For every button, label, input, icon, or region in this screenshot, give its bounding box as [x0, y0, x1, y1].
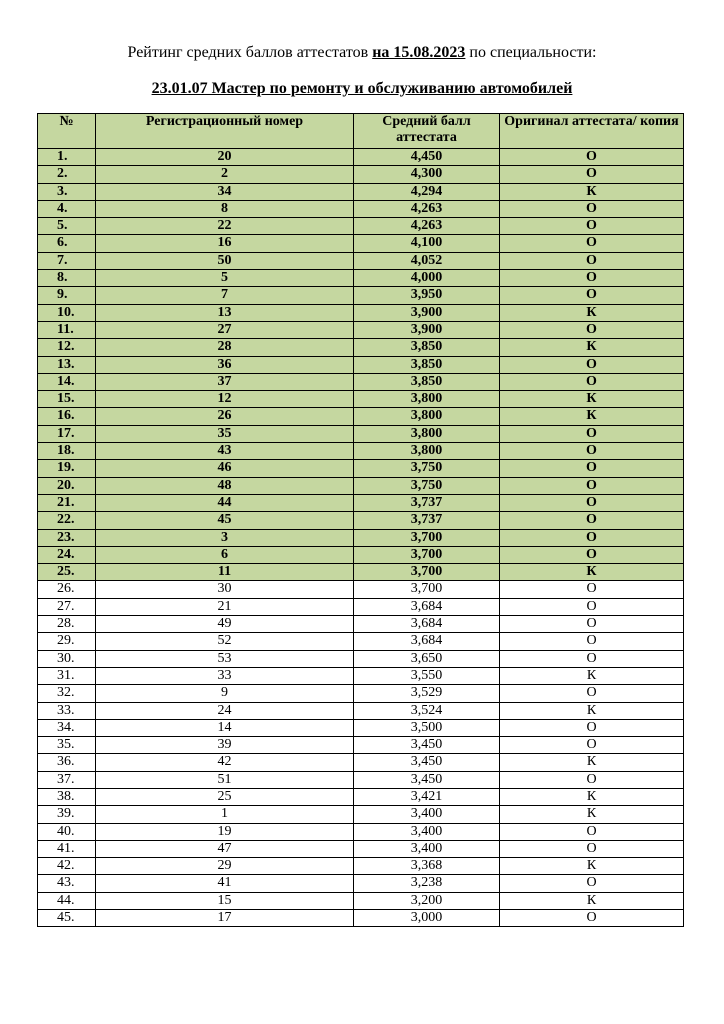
row-number: 44.: [38, 892, 96, 909]
original-copy: О: [500, 512, 684, 529]
reg-number: 22: [96, 218, 354, 235]
table-row: [38, 650, 684, 667]
table-row: [38, 166, 684, 183]
header-number: №: [38, 114, 96, 149]
reg-number: 37: [96, 373, 354, 390]
average-score: 3,238: [354, 875, 500, 892]
table-row: [38, 373, 684, 390]
original-copy: К: [500, 892, 684, 909]
reg-number: 35: [96, 425, 354, 442]
average-score: 3,737: [354, 494, 500, 511]
reg-number: 43: [96, 443, 354, 460]
row-number: 15.: [38, 391, 96, 408]
original-copy: К: [500, 702, 684, 719]
original-copy: О: [500, 356, 684, 373]
row-number: 37.: [38, 771, 96, 788]
title-suffix: по специальности:: [465, 44, 597, 61]
original-copy: К: [500, 183, 684, 200]
reg-number: 25: [96, 788, 354, 805]
average-score: 3,750: [354, 477, 500, 494]
title-date: на 15.08.2023: [372, 44, 466, 61]
original-copy: К: [500, 806, 684, 823]
table-row: [38, 183, 684, 200]
average-score: 3,684: [354, 633, 500, 650]
row-number: 21.: [38, 494, 96, 511]
average-score: 3,850: [354, 373, 500, 390]
original-copy: О: [500, 287, 684, 304]
average-score: 3,900: [354, 304, 500, 321]
table-row: [38, 391, 684, 408]
original-copy: О: [500, 633, 684, 650]
original-copy: О: [500, 771, 684, 788]
original-copy: О: [500, 494, 684, 511]
row-number: 28.: [38, 616, 96, 633]
reg-number: 12: [96, 391, 354, 408]
table-row: [38, 200, 684, 217]
table-row: [38, 858, 684, 875]
reg-number: 50: [96, 252, 354, 269]
row-number: 35.: [38, 737, 96, 754]
row-number: 1.: [38, 149, 96, 166]
row-number: 12.: [38, 339, 96, 356]
row-number: 36.: [38, 754, 96, 771]
header-original-copy: Оригинал аттестата/ копия: [500, 114, 684, 149]
table-row: [38, 564, 684, 581]
reg-number: 48: [96, 477, 354, 494]
reg-number: 34: [96, 183, 354, 200]
reg-number: 44: [96, 494, 354, 511]
average-score: 3,737: [354, 512, 500, 529]
original-copy: О: [500, 477, 684, 494]
average-score: 3,800: [354, 391, 500, 408]
original-copy: О: [500, 373, 684, 390]
average-score: 3,900: [354, 321, 500, 338]
average-score: 3,700: [354, 564, 500, 581]
average-score: 4,263: [354, 218, 500, 235]
reg-number: 3: [96, 529, 354, 546]
reg-number: 49: [96, 616, 354, 633]
reg-number: 5: [96, 270, 354, 287]
reg-number: 8: [96, 200, 354, 217]
page-title: [0, 44, 724, 62]
table-row: [38, 910, 684, 927]
original-copy: К: [500, 754, 684, 771]
row-number: 11.: [38, 321, 96, 338]
table-row: [38, 788, 684, 805]
average-score: 4,263: [354, 200, 500, 217]
specialty-subtitle: 23.01.07 Мастер по ремонту и обслуживанию автомобилей: [151, 80, 573, 97]
average-score: 3,700: [354, 581, 500, 598]
row-number: 9.: [38, 287, 96, 304]
original-copy: О: [500, 598, 684, 615]
table-row: [38, 667, 684, 684]
table-row: [38, 218, 684, 235]
table-row: [38, 339, 684, 356]
reg-number: 2: [96, 166, 354, 183]
average-score: 3,500: [354, 719, 500, 736]
reg-number: 27: [96, 321, 354, 338]
reg-number: 1: [96, 806, 354, 823]
row-number: 34.: [38, 719, 96, 736]
average-score: 3,800: [354, 425, 500, 442]
original-copy: К: [500, 564, 684, 581]
original-copy: К: [500, 788, 684, 805]
table-header-row: [38, 114, 684, 149]
table-row: [38, 356, 684, 373]
reg-number: 7: [96, 287, 354, 304]
row-number: 7.: [38, 252, 96, 269]
reg-number: 28: [96, 339, 354, 356]
row-number: 18.: [38, 443, 96, 460]
rating-table: [37, 113, 684, 927]
row-number: 8.: [38, 270, 96, 287]
table-row: [38, 546, 684, 563]
reg-number: 6: [96, 546, 354, 563]
reg-number: 17: [96, 910, 354, 927]
reg-number: 26: [96, 408, 354, 425]
title-prefix: Рейтинг средних баллов аттестатов: [127, 44, 373, 61]
original-copy: О: [500, 875, 684, 892]
header-average-score: Средний балл аттестата: [354, 114, 500, 149]
row-number: 14.: [38, 373, 96, 390]
original-copy: О: [500, 650, 684, 667]
average-score: 3,400: [354, 823, 500, 840]
original-copy: О: [500, 235, 684, 252]
row-number: 2.: [38, 166, 96, 183]
row-number: 3.: [38, 183, 96, 200]
table-row: [38, 529, 684, 546]
row-number: 25.: [38, 564, 96, 581]
reg-number: 33: [96, 667, 354, 684]
table-row: [38, 823, 684, 840]
reg-number: 14: [96, 719, 354, 736]
reg-number: 51: [96, 771, 354, 788]
average-score: 3,684: [354, 598, 500, 615]
table-row: [38, 598, 684, 615]
row-number: 31.: [38, 667, 96, 684]
table-row: [38, 460, 684, 477]
table-row: [38, 616, 684, 633]
average-score: 3,800: [354, 408, 500, 425]
average-score: 3,529: [354, 685, 500, 702]
row-number: 27.: [38, 598, 96, 615]
original-copy: О: [500, 546, 684, 563]
reg-number: 13: [96, 304, 354, 321]
row-number: 40.: [38, 823, 96, 840]
average-score: 3,700: [354, 529, 500, 546]
row-number: 20.: [38, 477, 96, 494]
reg-number: 42: [96, 754, 354, 771]
table-row: [38, 149, 684, 166]
row-number: 10.: [38, 304, 96, 321]
table-row: [38, 771, 684, 788]
average-score: 4,294: [354, 183, 500, 200]
original-copy: О: [500, 425, 684, 442]
table-row: [38, 581, 684, 598]
row-number: 22.: [38, 512, 96, 529]
reg-number: 53: [96, 650, 354, 667]
reg-number: 29: [96, 858, 354, 875]
original-copy: О: [500, 529, 684, 546]
original-copy: О: [500, 218, 684, 235]
original-copy: О: [500, 581, 684, 598]
average-score: 3,850: [354, 356, 500, 373]
reg-number: 46: [96, 460, 354, 477]
reg-number: 21: [96, 598, 354, 615]
row-number: 41.: [38, 840, 96, 857]
original-copy: К: [500, 408, 684, 425]
reg-number: 19: [96, 823, 354, 840]
average-score: 4,052: [354, 252, 500, 269]
original-copy: К: [500, 339, 684, 356]
row-number: 39.: [38, 806, 96, 823]
table-row: [38, 512, 684, 529]
row-number: 6.: [38, 235, 96, 252]
table-row: [38, 633, 684, 650]
average-score: 3,550: [354, 667, 500, 684]
row-number: 45.: [38, 910, 96, 927]
original-copy: О: [500, 200, 684, 217]
average-score: 3,684: [354, 616, 500, 633]
table-row: [38, 702, 684, 719]
reg-number: 30: [96, 581, 354, 598]
original-copy: О: [500, 270, 684, 287]
table-row: [38, 892, 684, 909]
reg-number: 36: [96, 356, 354, 373]
average-score: 3,700: [354, 546, 500, 563]
original-copy: О: [500, 166, 684, 183]
original-copy: О: [500, 252, 684, 269]
row-number: 26.: [38, 581, 96, 598]
table-row: [38, 408, 684, 425]
average-score: 3,950: [354, 287, 500, 304]
reg-number: 45: [96, 512, 354, 529]
row-number: 30.: [38, 650, 96, 667]
average-score: 4,000: [354, 270, 500, 287]
row-number: 17.: [38, 425, 96, 442]
original-copy: О: [500, 460, 684, 477]
average-score: 4,100: [354, 235, 500, 252]
reg-number: 41: [96, 875, 354, 892]
row-number: 4.: [38, 200, 96, 217]
table-row: [38, 840, 684, 857]
table-row: [38, 737, 684, 754]
reg-number: 39: [96, 737, 354, 754]
original-copy: К: [500, 858, 684, 875]
original-copy: О: [500, 737, 684, 754]
average-score: 3,750: [354, 460, 500, 477]
table-row: [38, 304, 684, 321]
reg-number: 15: [96, 892, 354, 909]
reg-number: 52: [96, 633, 354, 650]
average-score: 3,450: [354, 771, 500, 788]
original-copy: О: [500, 910, 684, 927]
table-row: [38, 321, 684, 338]
average-score: 3,368: [354, 858, 500, 875]
average-score: 3,400: [354, 840, 500, 857]
row-number: 16.: [38, 408, 96, 425]
average-score: 3,400: [354, 806, 500, 823]
row-number: 33.: [38, 702, 96, 719]
original-copy: К: [500, 304, 684, 321]
average-score: 3,800: [354, 443, 500, 460]
row-number: 13.: [38, 356, 96, 373]
average-score: 4,450: [354, 149, 500, 166]
average-score: 3,200: [354, 892, 500, 909]
row-number: 42.: [38, 858, 96, 875]
header-reg-number: Регистрационный номер: [96, 114, 354, 149]
reg-number: 9: [96, 685, 354, 702]
table-row: [38, 806, 684, 823]
original-copy: О: [500, 616, 684, 633]
table-row: [38, 425, 684, 442]
average-score: 3,524: [354, 702, 500, 719]
original-copy: О: [500, 149, 684, 166]
reg-number: 11: [96, 564, 354, 581]
average-score: 4,300: [354, 166, 500, 183]
table-row: [38, 287, 684, 304]
original-copy: О: [500, 443, 684, 460]
table-row: [38, 719, 684, 736]
average-score: 3,450: [354, 737, 500, 754]
table-row: [38, 270, 684, 287]
original-copy: К: [500, 667, 684, 684]
table-body: [38, 149, 684, 927]
table-row: [38, 477, 684, 494]
average-score: 3,650: [354, 650, 500, 667]
table-row: [38, 443, 684, 460]
table-row: [38, 875, 684, 892]
row-number: 29.: [38, 633, 96, 650]
original-copy: О: [500, 840, 684, 857]
reg-number: 47: [96, 840, 354, 857]
original-copy: О: [500, 719, 684, 736]
row-number: 24.: [38, 546, 96, 563]
reg-number: 16: [96, 235, 354, 252]
table-row: [38, 235, 684, 252]
original-copy: К: [500, 391, 684, 408]
original-copy: О: [500, 823, 684, 840]
original-copy: О: [500, 685, 684, 702]
row-number: 43.: [38, 875, 96, 892]
row-number: 32.: [38, 685, 96, 702]
average-score: 3,450: [354, 754, 500, 771]
row-number: 5.: [38, 218, 96, 235]
table-row: [38, 494, 684, 511]
table-row: [38, 754, 684, 771]
reg-number: 20: [96, 149, 354, 166]
average-score: 3,421: [354, 788, 500, 805]
average-score: 3,000: [354, 910, 500, 927]
reg-number: 24: [96, 702, 354, 719]
row-number: 19.: [38, 460, 96, 477]
original-copy: О: [500, 321, 684, 338]
average-score: 3,850: [354, 339, 500, 356]
row-number: 23.: [38, 529, 96, 546]
table-row: [38, 685, 684, 702]
row-number: 38.: [38, 788, 96, 805]
table-row: [38, 252, 684, 269]
